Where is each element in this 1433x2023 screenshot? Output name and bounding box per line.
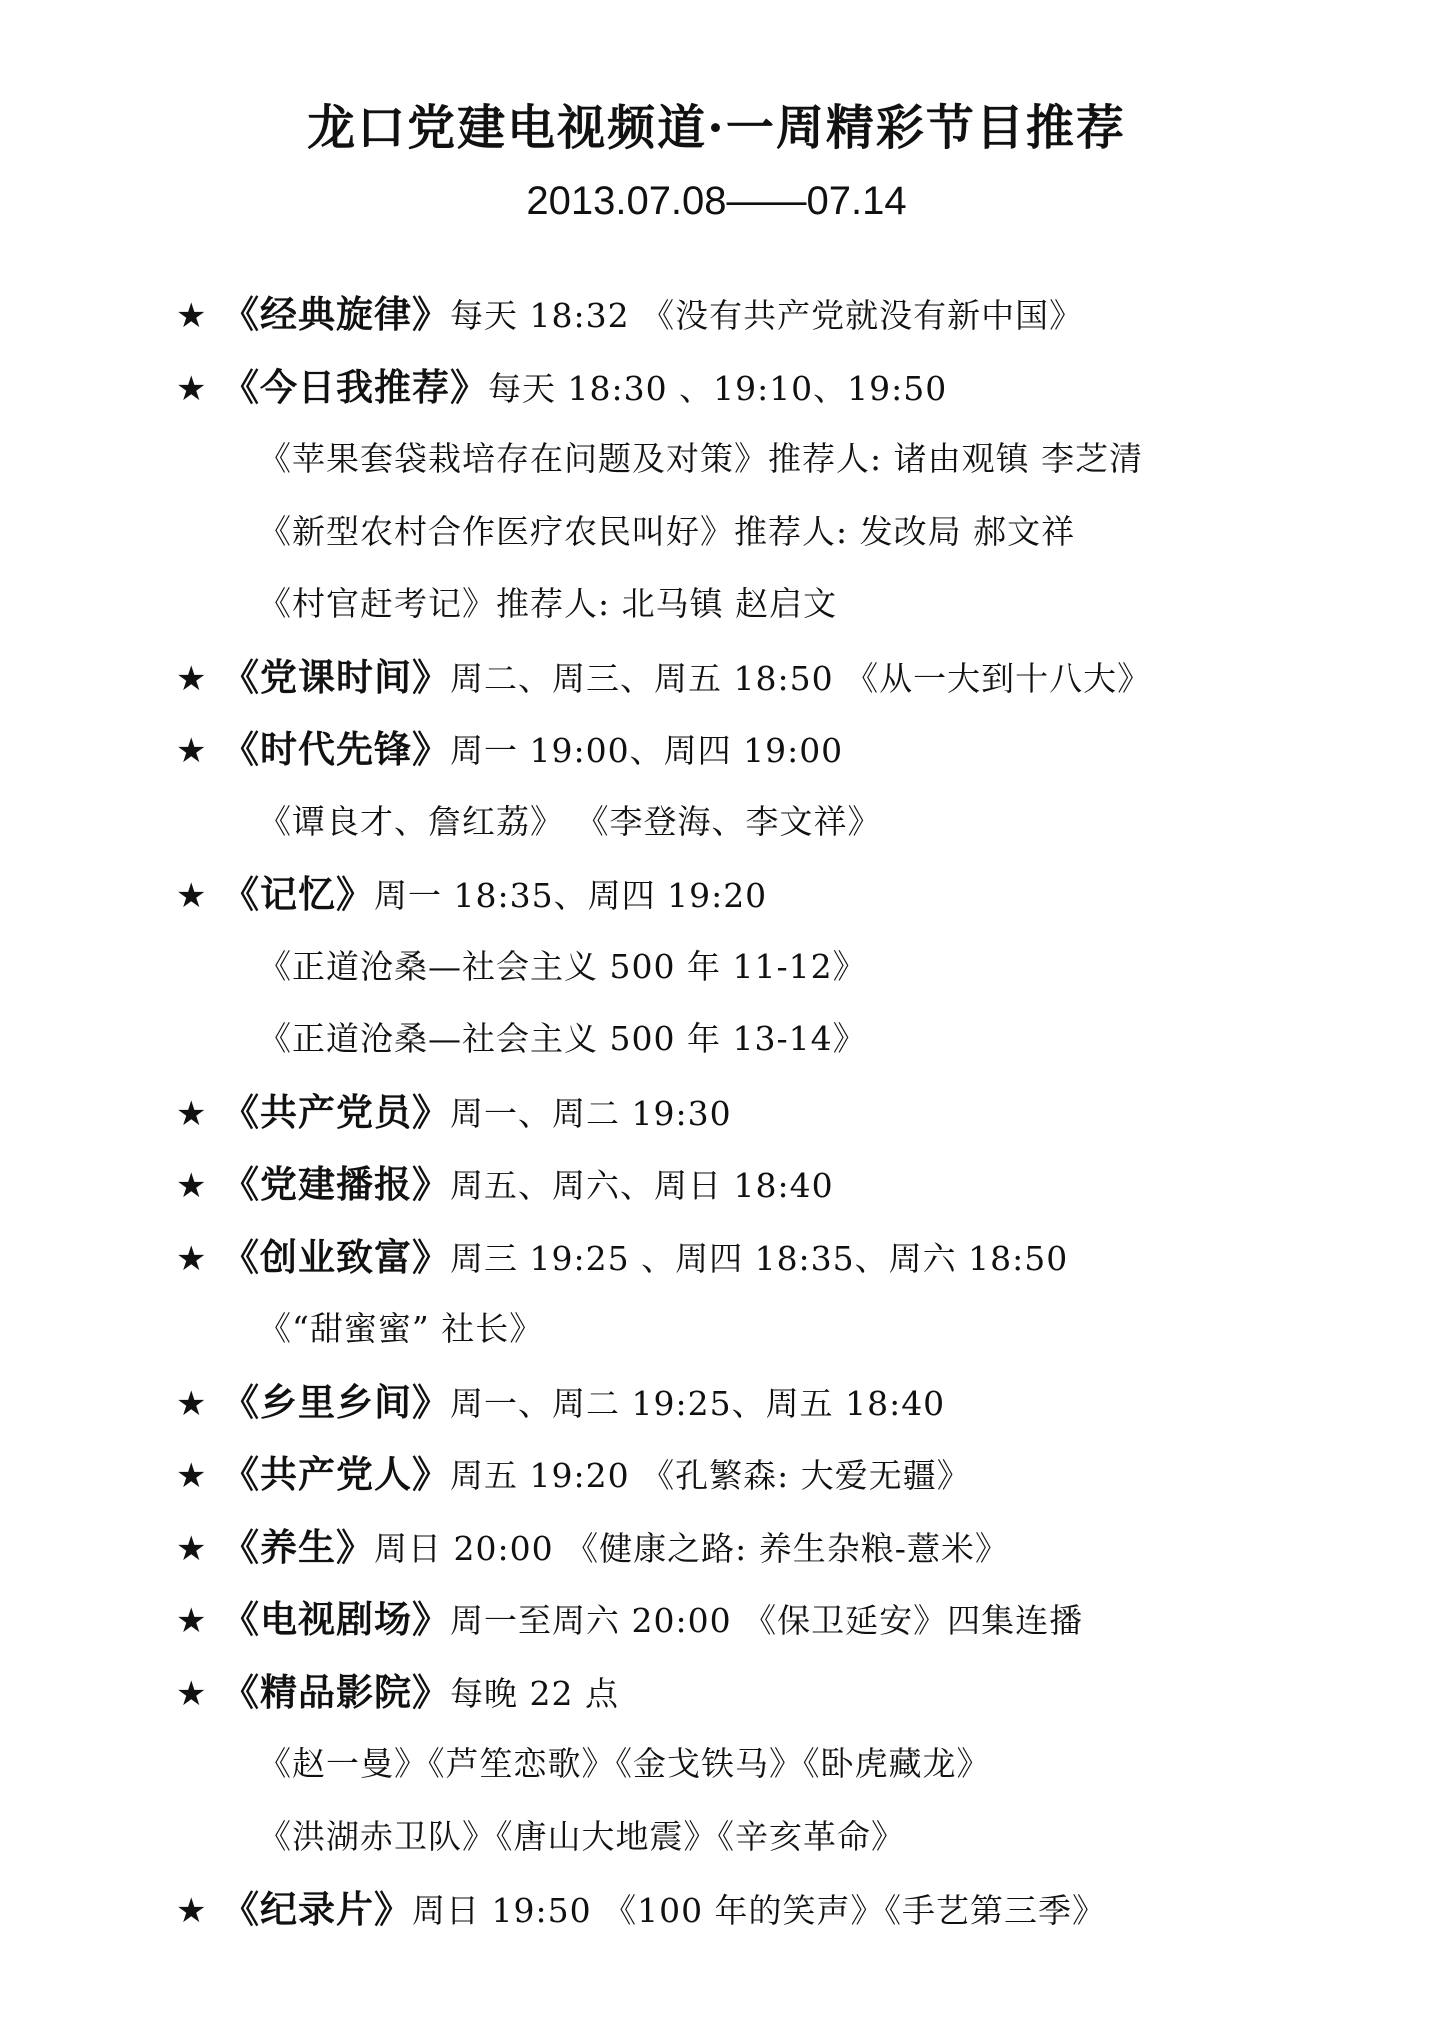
program-name: 《养生》 [222,1524,374,1569]
program-name: 《经典旋律》 [222,292,450,336]
program-schedule: 每晚 22 点 [450,1673,619,1713]
program-entry [176,1656,1356,1729]
star-icon: ★ [176,1601,207,1641]
program-name: 《乡里乡间》 [222,1379,450,1424]
program-detail: 《村官赶考记》推荐人: 北马镇 赵启文 [258,584,838,623]
star-icon: ★ [176,1166,207,1206]
program-schedule: 周一 18:35、周四 19:20 [374,876,768,915]
program-detail: 《赵一曼》《芦笙恋歌》《金戈铁马》《卧虎藏龙》 [258,1744,991,1783]
program-entry [176,713,1356,786]
star-icon: ★ [176,296,207,336]
program-schedule: 周二、周三、周五 18:50 《从一大到十八大》 [450,658,1152,698]
program-name: 《今日我推荐》 [222,364,488,409]
program-name: 《党课时间》 [222,654,450,699]
program-entry [176,1511,1356,1584]
program-entry [176,641,1356,714]
program-schedule: 周一 19:00、周四 19:00 [450,731,844,770]
program-detail: 《洪湖赤卫队》《唐山大地震》《辛亥革命》 [258,1816,905,1856]
program-entry [176,1583,1356,1656]
program-name: 《时代先锋》 [222,727,450,771]
page-title: 龙口党建电视频道·一周精彩节目推荐 [307,100,1126,156]
program-entry [176,278,1356,351]
program-name: 《共产党员》 [222,1089,450,1134]
program-name: 《精品影院》 [222,1669,450,1714]
program-detail: 《“甜蜜蜜” 社长》 [258,1309,544,1348]
program-entry [176,351,1356,424]
program-schedule: 周一、周二 19:25、周五 18:40 [450,1383,946,1423]
program-name: 《纪录片》 [222,1887,412,1931]
program-entry [176,1366,1356,1439]
star-icon: ★ [176,658,207,699]
program-entry [176,1076,1356,1149]
star-icon: ★ [176,368,207,409]
program-schedule: 每天 18:30 、19:10、19:50 [488,368,948,408]
program-name: 《共产党人》 [222,1452,450,1496]
star-icon: ★ [176,1891,207,1931]
program-list [176,278,1356,1946]
program-name: 《电视剧场》 [222,1597,450,1641]
star-icon: ★ [176,1456,207,1496]
program-schedule: 周五、周六、周日 18:40 [450,1166,834,1205]
program-name: 《党建播报》 [222,1162,450,1206]
star-icon: ★ [176,1383,207,1424]
program-entry [176,1221,1356,1294]
star-icon: ★ [176,1238,207,1279]
program-name: 《记忆》 [222,872,374,916]
program-detail: 《谭良才、詹红荔》 《李登海、李文祥》 [258,801,882,841]
star-icon: ★ [176,876,207,916]
star-icon: ★ [176,1093,207,1134]
program-entry [176,1438,1356,1511]
program-schedule: 周日 19:50 《100 年的笑声》《手艺第三季》 [412,1891,1107,1930]
program-schedule: 周一至周六 20:00 《保卫延安》四集连播 [450,1601,1084,1640]
star-icon: ★ [176,1528,207,1569]
program-detail: 《正道沧桑—社会主义 500 年 13-14》 [258,1019,867,1058]
program-schedule: 周日 20:00 《健康之路: 养生杂粮-薏米》 [374,1528,1009,1568]
program-name: 《创业致富》 [222,1234,450,1279]
star-icon: ★ [176,1673,207,1714]
program-schedule: 周五 19:20 《孔繁森: 大爱无疆》 [450,1456,971,1495]
program-schedule: 周一、周二 19:30 [450,1093,732,1133]
program-entry [176,858,1356,931]
program-schedule: 每天 18:32 《没有共产党就没有新中国》 [450,296,1084,335]
program-detail: 《新型农村合作医疗农民叫好》推荐人: 发改局 郝文祥 [258,511,1076,551]
program-schedule: 周三 19:25 、周四 18:35、周六 18:50 [450,1238,1069,1278]
program-detail: 《苹果套袋栽培存在问题及对策》推荐人: 诸由观镇 李芝清 [258,439,1144,478]
date-range: 2013.07.08——07.14 [526,179,907,223]
star-icon: ★ [176,731,207,771]
program-entry [176,1873,1356,1946]
program-entry [176,1148,1356,1221]
program-detail: 《正道沧桑—社会主义 500 年 11-12》 [258,946,867,986]
